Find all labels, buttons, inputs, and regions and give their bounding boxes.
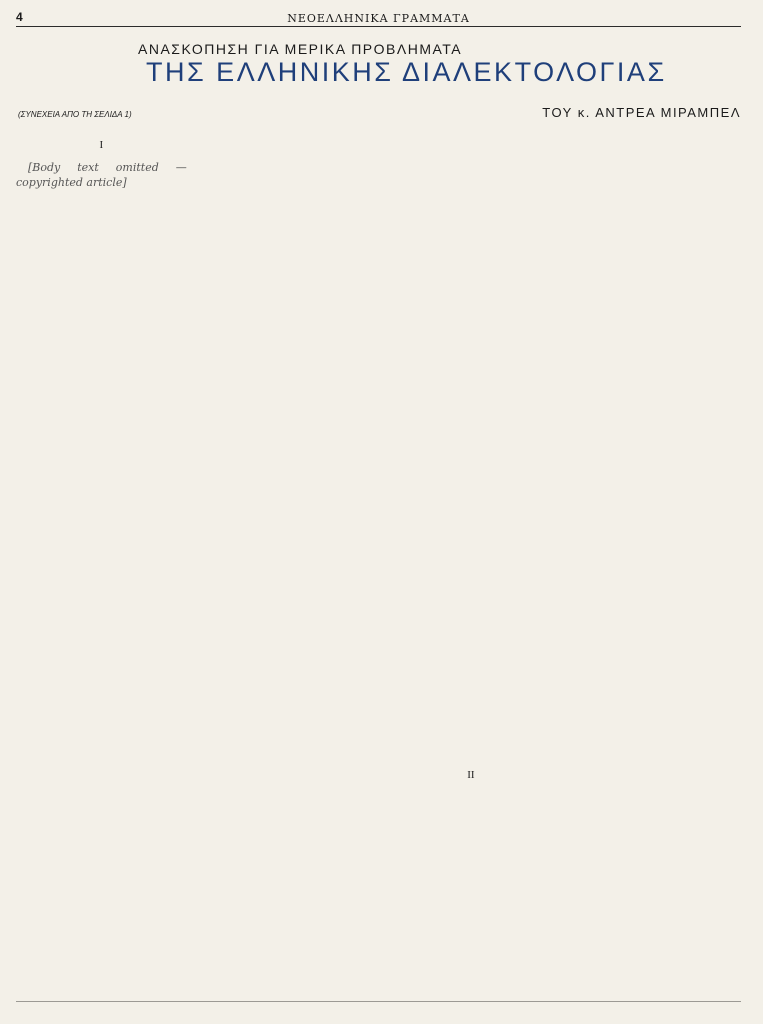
section-marker-2: II — [467, 769, 475, 781]
article-headline: ΤΗΣ ΕΛΛΗΝΙΚΗΣ ΔΙΑΛΕΚΤΟΛΟΓΙΑΣ — [146, 57, 667, 87]
bottom-rule — [16, 1001, 741, 1002]
column-2 — [201, 129, 372, 1009]
continued-from-note: (ΣΥΝΕΧΕΙΑ ΑΠΟ ΤΗ ΣΕΛΙΔΑ 1) — [18, 110, 132, 119]
byline-row — [16, 105, 741, 125]
column-4 — [570, 129, 741, 1009]
article-columns — [16, 129, 741, 1009]
author-byline: ΤΟΥ κ. ΑΝΤΡΕΑ ΜΙΡΑΜΠΕΛ — [542, 105, 741, 120]
article-kicker: ΑΝΑΣΚΟΠΗΣΗ ΓΙΑ ΜΕΡΙΚΑ ΠΡΟΒΛΗΜΑΤΑ — [138, 41, 463, 57]
section-marker-1: I — [99, 139, 104, 151]
publication-title: ΝΕΟΕΛΛΗΝΙΚΑ ΓΡΑΜΜΑΤΑ — [287, 11, 470, 25]
page-number: 4 — [16, 10, 24, 24]
omission-note: [Body text omitted — copyrighted article] — [16, 160, 187, 189]
column-1 — [16, 129, 187, 1009]
column-3 — [386, 129, 557, 1009]
running-head — [16, 10, 741, 27]
